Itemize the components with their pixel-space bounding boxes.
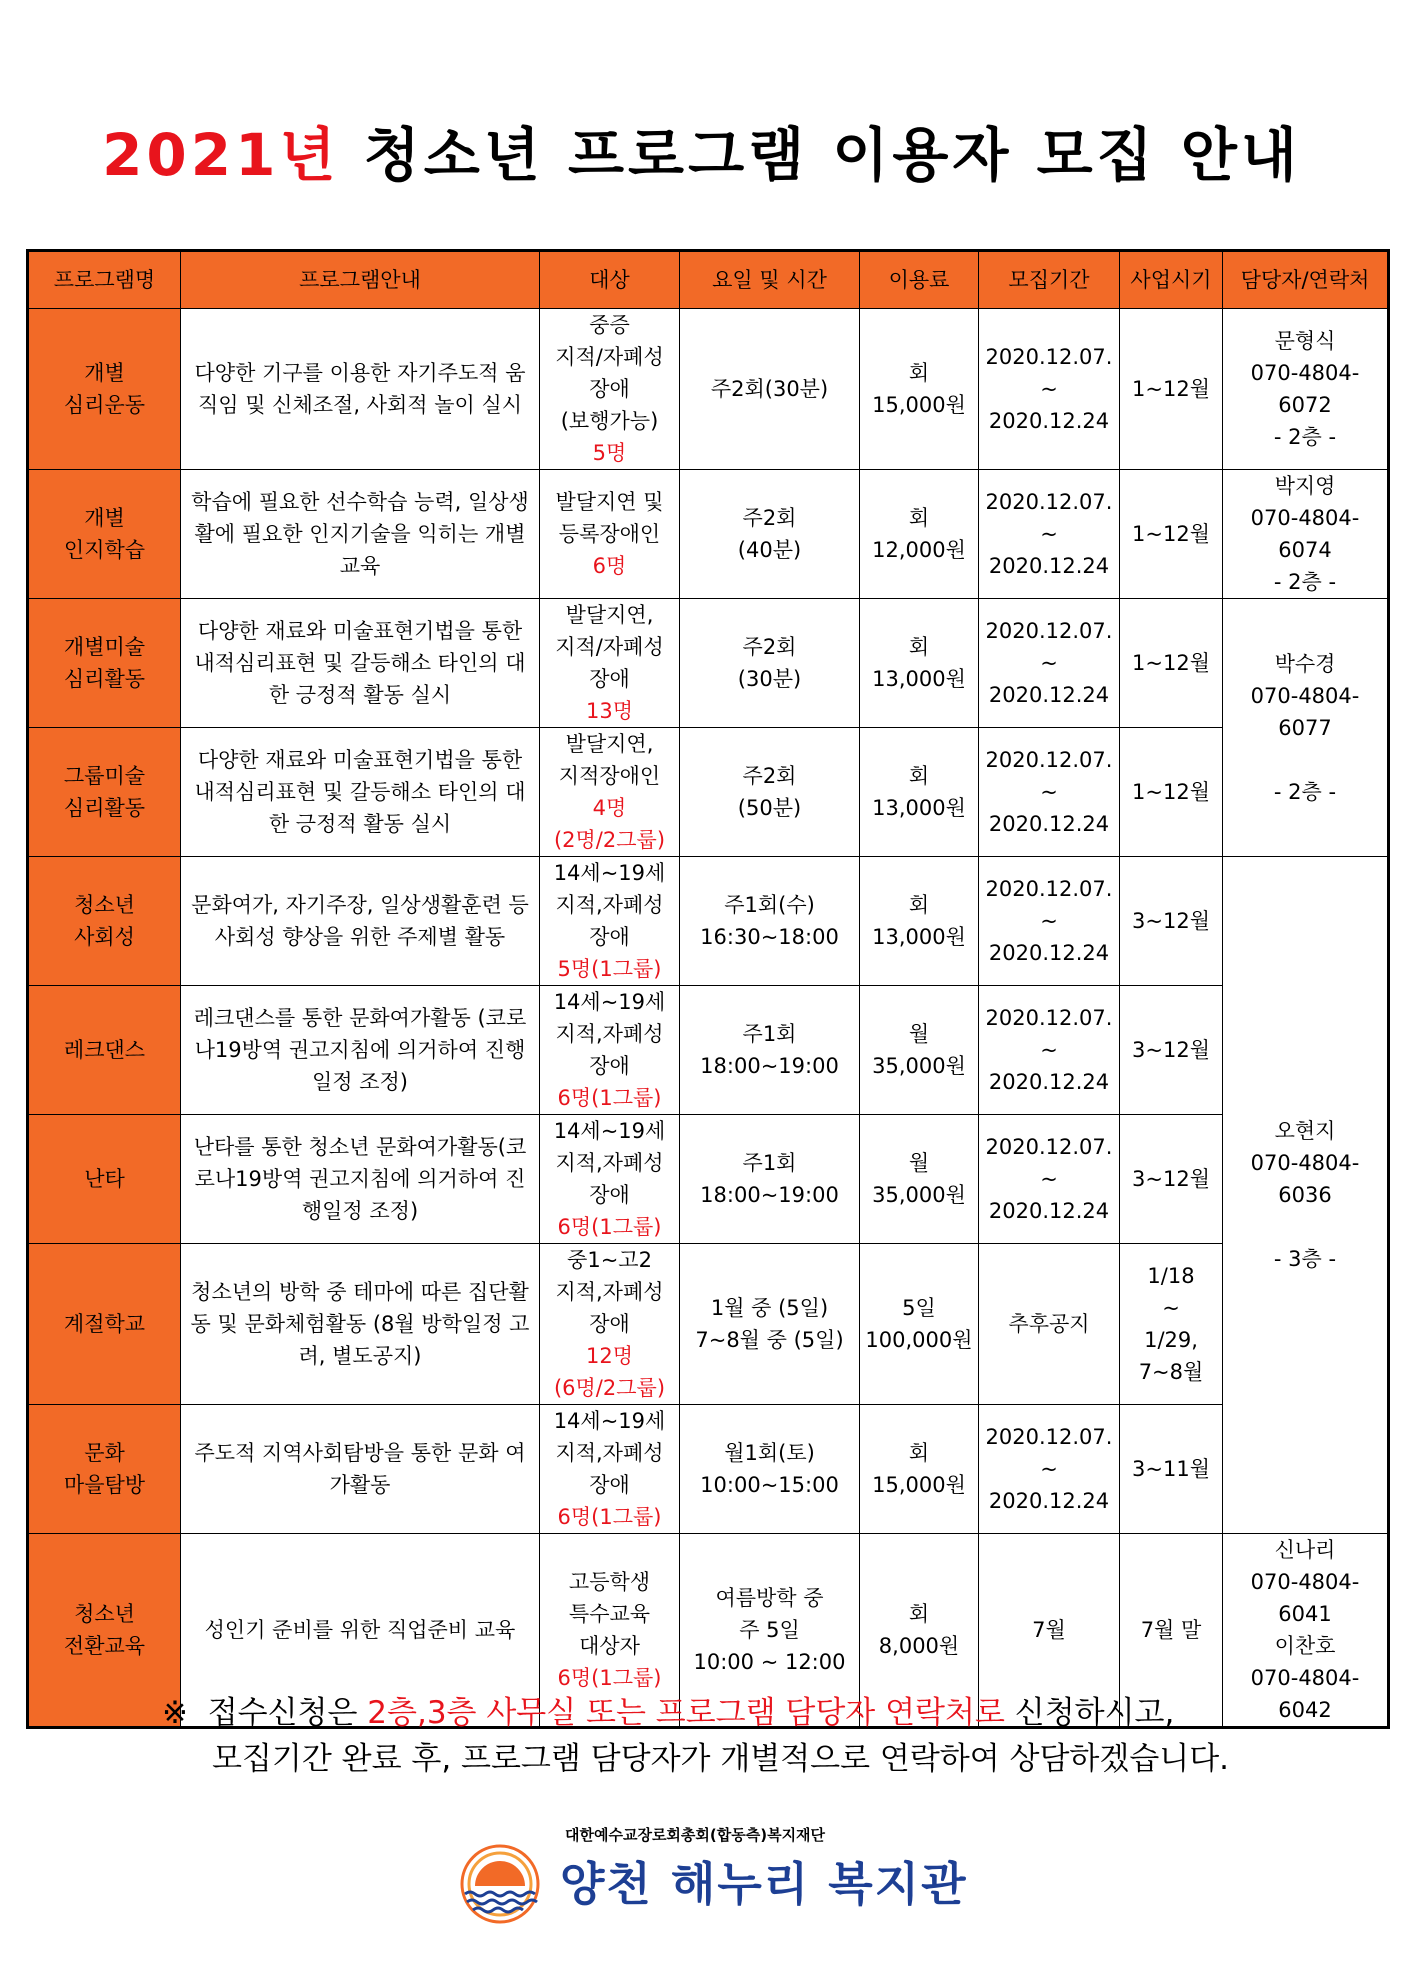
- program-name-cell: [28, 728, 181, 857]
- cell-line: 2020.12.24: [988, 812, 1110, 836]
- column-header: 요일 및 시간: [680, 251, 860, 309]
- cell-line: 박수경: [1274, 651, 1336, 676]
- cell-line: 그룹미술: [63, 764, 146, 788]
- table-row: [28, 309, 1389, 470]
- cell-line: 오현지: [1274, 1119, 1336, 1143]
- cell-line: 난타: [84, 1167, 125, 1191]
- cell-line: 회: [908, 764, 930, 788]
- cell-line: 마을탐방: [63, 1473, 146, 1497]
- cell-line: 070-4804-6042: [1250, 1666, 1360, 1722]
- title-text: 청소년 프로그램 이용자 모집 안내: [363, 121, 1301, 189]
- cell-line: 18:00~19:00: [700, 1183, 839, 1207]
- program-season-cell: [1120, 1115, 1223, 1244]
- cell-line: 심리활동: [63, 796, 146, 820]
- schedule-cell: [680, 1405, 860, 1534]
- cell-line: 지적장애인: [558, 764, 661, 788]
- cell-line: 15,000원: [872, 393, 966, 417]
- cell-line: 18:00~19:00: [700, 1054, 839, 1078]
- cell-line: 신나리: [1274, 1538, 1336, 1562]
- cell-line: 이찬호: [1274, 1634, 1336, 1658]
- fee-cell: [860, 1405, 979, 1534]
- cell-line: 070-4804-6036: [1250, 1151, 1360, 1207]
- cell-line: 2020.12.07.: [985, 1006, 1113, 1030]
- program-name-cell: [28, 986, 181, 1115]
- cell-line: 3~12월: [1132, 909, 1210, 933]
- cell-line: 6명: [592, 554, 627, 578]
- column-header: 프로그램안내: [181, 251, 540, 309]
- cell-line: 레크댄스: [63, 1038, 146, 1062]
- cell-line: - 2층 -: [1273, 425, 1337, 449]
- cell-line: 6명(1그룹): [557, 1086, 662, 1110]
- cell-line: 회: [908, 506, 930, 530]
- cell-line: - 2층 -: [1273, 570, 1337, 594]
- cell-line: 1~12월: [1132, 377, 1210, 401]
- cell-line: 3~11월: [1132, 1457, 1210, 1481]
- cell-line: 14세~19세: [553, 1119, 666, 1143]
- cell-line: (2명/2그룹): [553, 828, 666, 852]
- cell-line: 2020.12.07.: [985, 877, 1113, 901]
- table-row: [28, 470, 1389, 599]
- schedule-cell: [680, 1115, 860, 1244]
- fee-cell: [860, 986, 979, 1115]
- cell-line: 월: [908, 1151, 930, 1175]
- cell-line: 14세~19세: [553, 1409, 666, 1433]
- recruit-period-cell: [979, 599, 1120, 728]
- program-season-cell: [1120, 1405, 1223, 1534]
- schedule-cell: [680, 986, 860, 1115]
- target-cell: [540, 728, 680, 857]
- logo-subtitle: 대한예수교장로회총회(합동측)복지재단: [565, 1826, 826, 1844]
- fee-cell: [860, 857, 979, 986]
- schedule-cell: [680, 857, 860, 986]
- cell-line: 7월 말: [1140, 1618, 1202, 1642]
- cell-line: 박지영: [1274, 474, 1336, 498]
- fee-cell: [860, 470, 979, 599]
- cell-line: 13명: [585, 699, 633, 723]
- notice-text-b: 신청하시고,: [1014, 1695, 1175, 1731]
- target-cell: [540, 1244, 680, 1405]
- cell-line: 10:00~15:00: [700, 1473, 839, 1497]
- cell-line: 2020.12.07.: [985, 490, 1113, 514]
- cell-line: 7~8월 중 (5일): [695, 1328, 844, 1352]
- cell-line: 지적,자폐성: [555, 893, 664, 917]
- program-name-cell: [28, 599, 181, 728]
- program-name-cell: [28, 1405, 181, 1534]
- cell-line: 1~12월: [1132, 651, 1210, 675]
- cell-line: 장애: [589, 377, 630, 401]
- cell-line: 주2회(30분): [710, 377, 829, 401]
- cell-line: 2020.12.24: [988, 554, 1110, 578]
- logo-name: 양천 해누리 복지관: [560, 1857, 968, 1911]
- sun-wave-logo-icon: [455, 1844, 545, 1924]
- cell-line: 회: [908, 893, 930, 917]
- cell-line: (보행가능): [560, 409, 659, 433]
- cell-line: 070-4804-6077: [1250, 683, 1360, 740]
- cell-line: 2020.12.07.: [985, 1135, 1113, 1159]
- cell-line: 장애: [589, 925, 630, 949]
- cell-line: 6명(1그룹): [557, 1505, 662, 1529]
- cell-line: 월: [908, 1022, 930, 1046]
- contact-cell: [1223, 470, 1389, 599]
- cell-line: 발달지연,: [565, 732, 654, 756]
- cell-line: 발달지연 및: [555, 490, 664, 514]
- fee-cell: [860, 728, 979, 857]
- cell-line: 지적/자폐성: [555, 635, 664, 659]
- cell-line: [1227, 1211, 1383, 1243]
- program-name-cell: [28, 1244, 181, 1405]
- program-season-cell: [1120, 599, 1223, 728]
- cell-line: 특수교육: [568, 1602, 651, 1626]
- cell-line: 2020.12.24: [988, 1070, 1110, 1094]
- program-description-cell: 다양한 기구를 이용한 자기주도적 움직임 및 신체조절, 사회적 놀이 실시: [181, 309, 540, 470]
- target-cell: [540, 470, 680, 599]
- fee-cell: [860, 309, 979, 470]
- table-row: [28, 1115, 1389, 1244]
- recruit-period-cell: [979, 986, 1120, 1115]
- program-name-cell: [28, 857, 181, 986]
- table-row: [28, 599, 1389, 728]
- cell-line: 회: [908, 361, 930, 385]
- cell-line: 12,000원: [872, 538, 966, 562]
- program-description-cell: 다양한 재료와 미술표현기법을 통한 내적심리표현 및 갈등해소 타인의 대한 긍정적 활동 실시: [181, 599, 540, 728]
- page-title: [0, 108, 1403, 192]
- cell-line: 회: [908, 635, 930, 659]
- table-row: [28, 857, 1389, 986]
- cell-line: 장애: [589, 1183, 630, 1207]
- cell-line: 15,000원: [872, 1473, 966, 1497]
- recruit-period-cell: [979, 309, 1120, 470]
- target-cell: [540, 986, 680, 1115]
- cell-line: 2020.12.24: [988, 1489, 1110, 1513]
- cell-line: 16:30~18:00: [700, 925, 839, 949]
- schedule-cell: [680, 599, 860, 728]
- cell-line: 주1회: [742, 1022, 797, 1046]
- table-row: [28, 728, 1389, 857]
- cell-line: 100,000원: [865, 1328, 973, 1352]
- cell-line: 35,000원: [872, 1183, 966, 1207]
- recruit-period-cell: [979, 728, 1120, 857]
- notice-mark: ※: [162, 1695, 188, 1731]
- notice-text-highlight: 2층,3층 사무실 또는 프로그램 담당자 연락처로: [367, 1695, 1005, 1731]
- cell-line: 3~12월: [1132, 1038, 1210, 1062]
- table-row: [28, 1405, 1389, 1534]
- cell-line: 심리운동: [63, 393, 146, 417]
- program-description-cell: 청소년의 방학 중 테마에 따른 집단활동 및 문화체험활동 (8월 방학일정 고려, 별도공지): [181, 1244, 540, 1405]
- cell-line: 회: [908, 1441, 930, 1465]
- cell-line: 지적,자폐성: [555, 1280, 664, 1304]
- cell-line: 회: [908, 1602, 930, 1626]
- cell-line: 사회성: [74, 925, 135, 949]
- cell-line: ~: [1040, 909, 1058, 933]
- cell-line: 3~12월: [1132, 1167, 1210, 1191]
- organization-logo: [455, 1820, 975, 1920]
- notice-text-a: 접수신청은: [207, 1695, 358, 1731]
- cell-line: 계절학교: [63, 1312, 146, 1336]
- cell-line: 2020.12.24: [988, 941, 1110, 965]
- cell-line: 1월 중 (5일): [710, 1296, 829, 1320]
- cell-line: 2020.12.07.: [985, 345, 1113, 369]
- cell-line: 12명: [585, 1344, 633, 1368]
- cell-line: 8,000원: [878, 1634, 960, 1658]
- program-season-cell: [1120, 309, 1223, 470]
- contact-cell: [1223, 857, 1389, 1534]
- cell-line: ~: [1040, 522, 1058, 546]
- column-header: 모집기간: [979, 251, 1120, 309]
- column-header: 프로그램명: [28, 251, 181, 309]
- cell-line: 월1회(토): [724, 1441, 815, 1465]
- program-season-cell: [1120, 1244, 1223, 1405]
- column-header: 이용료: [860, 251, 979, 309]
- contact-cell: [1223, 309, 1389, 470]
- cell-line: 5일: [902, 1296, 936, 1320]
- cell-line: 14세~19세: [553, 861, 666, 885]
- cell-line: 13,000원: [872, 925, 966, 949]
- cell-line: 문형식: [1274, 329, 1336, 353]
- cell-line: 1/18: [1147, 1264, 1195, 1288]
- program-name-cell: [28, 470, 181, 599]
- program-name-cell: [28, 1115, 181, 1244]
- cell-line: 심리활동: [63, 667, 146, 691]
- program-season-cell: [1120, 857, 1223, 986]
- cell-line: 대상자: [579, 1634, 640, 1658]
- recruit-period-cell: [979, 470, 1120, 599]
- cell-line: 청소년: [74, 893, 135, 917]
- cell-line: 4명: [592, 796, 627, 820]
- column-header: 사업시기: [1120, 251, 1223, 309]
- cell-line: 2020.12.07.: [985, 748, 1113, 772]
- cell-line: 개별미술: [63, 635, 146, 659]
- recruit-period-cell: [979, 857, 1120, 986]
- cell-line: 13,000원: [872, 667, 966, 691]
- cell-line: 주1회: [742, 1151, 797, 1175]
- column-header: 대상: [540, 251, 680, 309]
- cell-line: 추후공지: [1008, 1312, 1090, 1336]
- cell-line: 주1회(수): [724, 893, 815, 917]
- cell-line: 7월: [1032, 1618, 1066, 1642]
- cell-line: 지적,자폐성: [555, 1151, 664, 1175]
- schedule-cell: [680, 309, 860, 470]
- cell-line: 발달지연,: [565, 603, 654, 627]
- cell-line: 여름방학 중: [715, 1586, 824, 1610]
- cell-line: 장애: [589, 1473, 630, 1497]
- fee-cell: [860, 1244, 979, 1405]
- table-row: [28, 1244, 1389, 1405]
- cell-line: 전환교육: [63, 1634, 146, 1658]
- cell-line: ~: [1040, 1038, 1058, 1062]
- fee-cell: [860, 599, 979, 728]
- schedule-cell: [680, 728, 860, 857]
- cell-line: ~: [1040, 377, 1058, 401]
- cell-line: (6명/2그룹): [553, 1376, 666, 1400]
- cell-line: 장애: [589, 1312, 630, 1336]
- cell-line: 지적,자폐성: [555, 1022, 664, 1046]
- target-cell: [540, 1405, 680, 1534]
- cell-line: 중1~고2: [567, 1248, 652, 1272]
- schedule-cell: [680, 1244, 860, 1405]
- cell-line: (30분): [737, 667, 802, 691]
- cell-line: 개별: [84, 361, 125, 385]
- cell-line: 13,000원: [872, 796, 966, 820]
- program-description-cell: 난타를 통한 청소년 문화여가활동(코로나19방역 권고지침에 의거하여 진행일정 조정): [181, 1115, 540, 1244]
- program-table: [26, 249, 1390, 1729]
- cell-line: ~: [1040, 1457, 1058, 1481]
- cell-line: 문화: [84, 1441, 125, 1465]
- cell-line: 2020.12.24: [988, 409, 1110, 433]
- cell-line: 주2회: [742, 506, 797, 530]
- cell-line: 1~12월: [1132, 780, 1210, 804]
- cell-line: ~: [1040, 1167, 1058, 1191]
- program-season-cell: [1120, 728, 1223, 857]
- schedule-cell: [680, 470, 860, 599]
- cell-line: - 2층 -: [1273, 779, 1337, 804]
- cell-line: 2020.12.24: [988, 1199, 1110, 1223]
- cell-line: 070-4804-6041: [1250, 1570, 1360, 1626]
- title-year: 2021년: [102, 121, 340, 189]
- cell-line: 5명: [592, 441, 627, 465]
- cell-line: 주 5일: [739, 1618, 800, 1642]
- cell-line: 1/29,: [1144, 1328, 1198, 1352]
- cell-line: 7~8월: [1138, 1360, 1204, 1384]
- cell-line: [1227, 744, 1383, 776]
- program-description-cell: 다양한 재료와 미술표현기법을 통한 내적심리표현 및 갈등해소 타인의 대한 긍정적 활동 실시: [181, 728, 540, 857]
- cell-line: 장애: [589, 667, 630, 691]
- cell-line: 등록장애인: [558, 522, 661, 546]
- program-description-cell: 레크댄스를 통한 문화여가활동 (코로나19방역 권고지침에 의거하여 진행일정 조정): [181, 986, 540, 1115]
- cell-line: 인지학습: [63, 538, 146, 562]
- program-description-cell: 성인기 준비를 위한 직업준비 교육: [181, 1534, 540, 1728]
- program-description-cell: 학습에 필요한 선수학습 능력, 일상생활에 필요한 인지기술을 익히는 개별교육: [181, 470, 540, 599]
- target-cell: [540, 309, 680, 470]
- cell-line: (40분): [737, 538, 802, 562]
- cell-line: 2020.12.07.: [985, 619, 1113, 643]
- fee-cell: [860, 1115, 979, 1244]
- cell-line: 2020.12.07.: [985, 1425, 1113, 1449]
- cell-line: 14세~19세: [553, 990, 666, 1014]
- program-description-cell: 문화여가, 자기주장, 일상생활훈련 등 사회성 향상을 위한 주제별 활동: [181, 857, 540, 986]
- program-name-cell: [28, 309, 181, 470]
- cell-line: 070-4804-6072: [1250, 361, 1360, 417]
- table-row: [28, 986, 1389, 1115]
- target-cell: [540, 599, 680, 728]
- cell-line: 주2회: [742, 764, 797, 788]
- cell-line: 070-4804-6074: [1250, 506, 1360, 562]
- program-description-cell: 주도적 지역사회탐방을 통한 문화 여가활동: [181, 1405, 540, 1534]
- recruit-period-cell: [979, 1244, 1120, 1405]
- contact-cell: [1223, 599, 1389, 857]
- notice-line2: 모집기간 완료 후, 프로그램 담당자가 개별적으로 연락하여 상담하겠습니다.: [212, 1741, 1230, 1777]
- cell-line: 청소년: [74, 1602, 135, 1626]
- cell-line: - 3층 -: [1273, 1247, 1337, 1271]
- target-cell: [540, 1115, 680, 1244]
- cell-line: 5명(1그룹): [557, 957, 662, 981]
- cell-line: 6명(1그룹): [557, 1215, 662, 1239]
- cell-line: 주2회: [742, 635, 797, 659]
- cell-line: 장애: [589, 1054, 630, 1078]
- program-season-cell: [1120, 470, 1223, 599]
- cell-line: (50분): [737, 796, 802, 820]
- cell-line: 6명(1그룹): [557, 1666, 662, 1690]
- cell-line: ~: [1162, 1296, 1180, 1320]
- recruit-period-cell: [979, 1115, 1120, 1244]
- cell-line: 지적,자폐성: [555, 1441, 664, 1465]
- recruit-period-cell: [979, 1405, 1120, 1534]
- program-season-cell: [1120, 986, 1223, 1115]
- cell-line: 2020.12.24: [988, 683, 1110, 707]
- cell-line: 개별: [84, 506, 125, 530]
- cell-line: 고등학생: [568, 1570, 651, 1594]
- cell-line: 1~12월: [1132, 522, 1210, 546]
- target-cell: [540, 857, 680, 986]
- cell-line: ~: [1040, 780, 1058, 804]
- cell-line: 지적/자폐성: [555, 345, 664, 369]
- cell-line: ~: [1040, 651, 1058, 675]
- column-header: 담당자/연락처: [1223, 251, 1389, 309]
- cell-line: 35,000원: [872, 1054, 966, 1078]
- cell-line: 중증: [589, 313, 630, 337]
- cell-line: 10:00 ~ 12:00: [693, 1650, 846, 1674]
- notice: [0, 1690, 1403, 1782]
- table-header-row: [28, 251, 1389, 309]
